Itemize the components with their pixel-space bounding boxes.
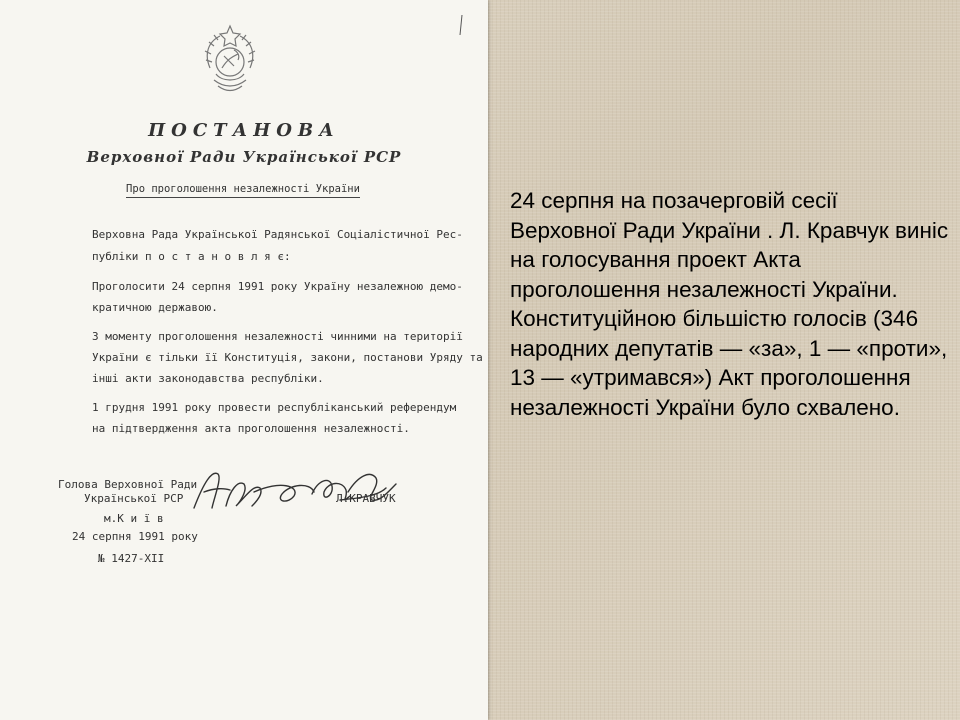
handwritten-signature (190, 462, 400, 522)
document-subtitle: Верховної Ради Української РСР (86, 148, 402, 166)
document-line: Проголосити 24 серпня 1991 року Україну незалежною демо- (92, 280, 463, 293)
document-title: ПОСТАНОВА (148, 120, 340, 141)
document-line: на підтвердження акта проголошення незалежності. (92, 422, 410, 435)
document-heading: Про проголошення незалежності України (126, 183, 360, 198)
signatory-name: Л.КРАВЧУК (336, 492, 396, 505)
document-number: № 1427-XII (98, 552, 165, 565)
document-line: інші акти законодавства республіки. (92, 372, 324, 385)
signatory-title-line-1: Голова Верховної Ради (58, 478, 198, 491)
document-line: 1 грудня 1991 року провести республіканський референдум (92, 401, 457, 414)
document-line: публіки п о с т а н о в л я є: (92, 250, 291, 263)
document-date: 24 серпня 1991 року (72, 530, 198, 543)
scan-mark (458, 14, 464, 36)
document-line: З моменту проголошення незалежності чинними на території (92, 330, 463, 343)
caption-text: 24 серпня на позачерговій сесії Верховної Ради України . Л. Кравчук виніс на голосування проект Акта проголошення незалежності України. Конституційною більшістю голосів (346 народних депутатів — «за», 1 — «проти», 13 — «утримався») Акт проголошення незалежності України було схвалено. (510, 188, 949, 420)
signatory-title-line-2: Української РСР (84, 492, 184, 505)
document-line: кратичною державою. (92, 301, 218, 314)
state-emblem-icon (198, 22, 262, 102)
document-line: України є тільки її Конституція, закони, постанови Уряду та (92, 351, 483, 364)
document-city: м.К и ї в (104, 512, 164, 525)
document-line: Верховна Рада Української Радянської Соціалістичної Рес- (92, 228, 463, 241)
